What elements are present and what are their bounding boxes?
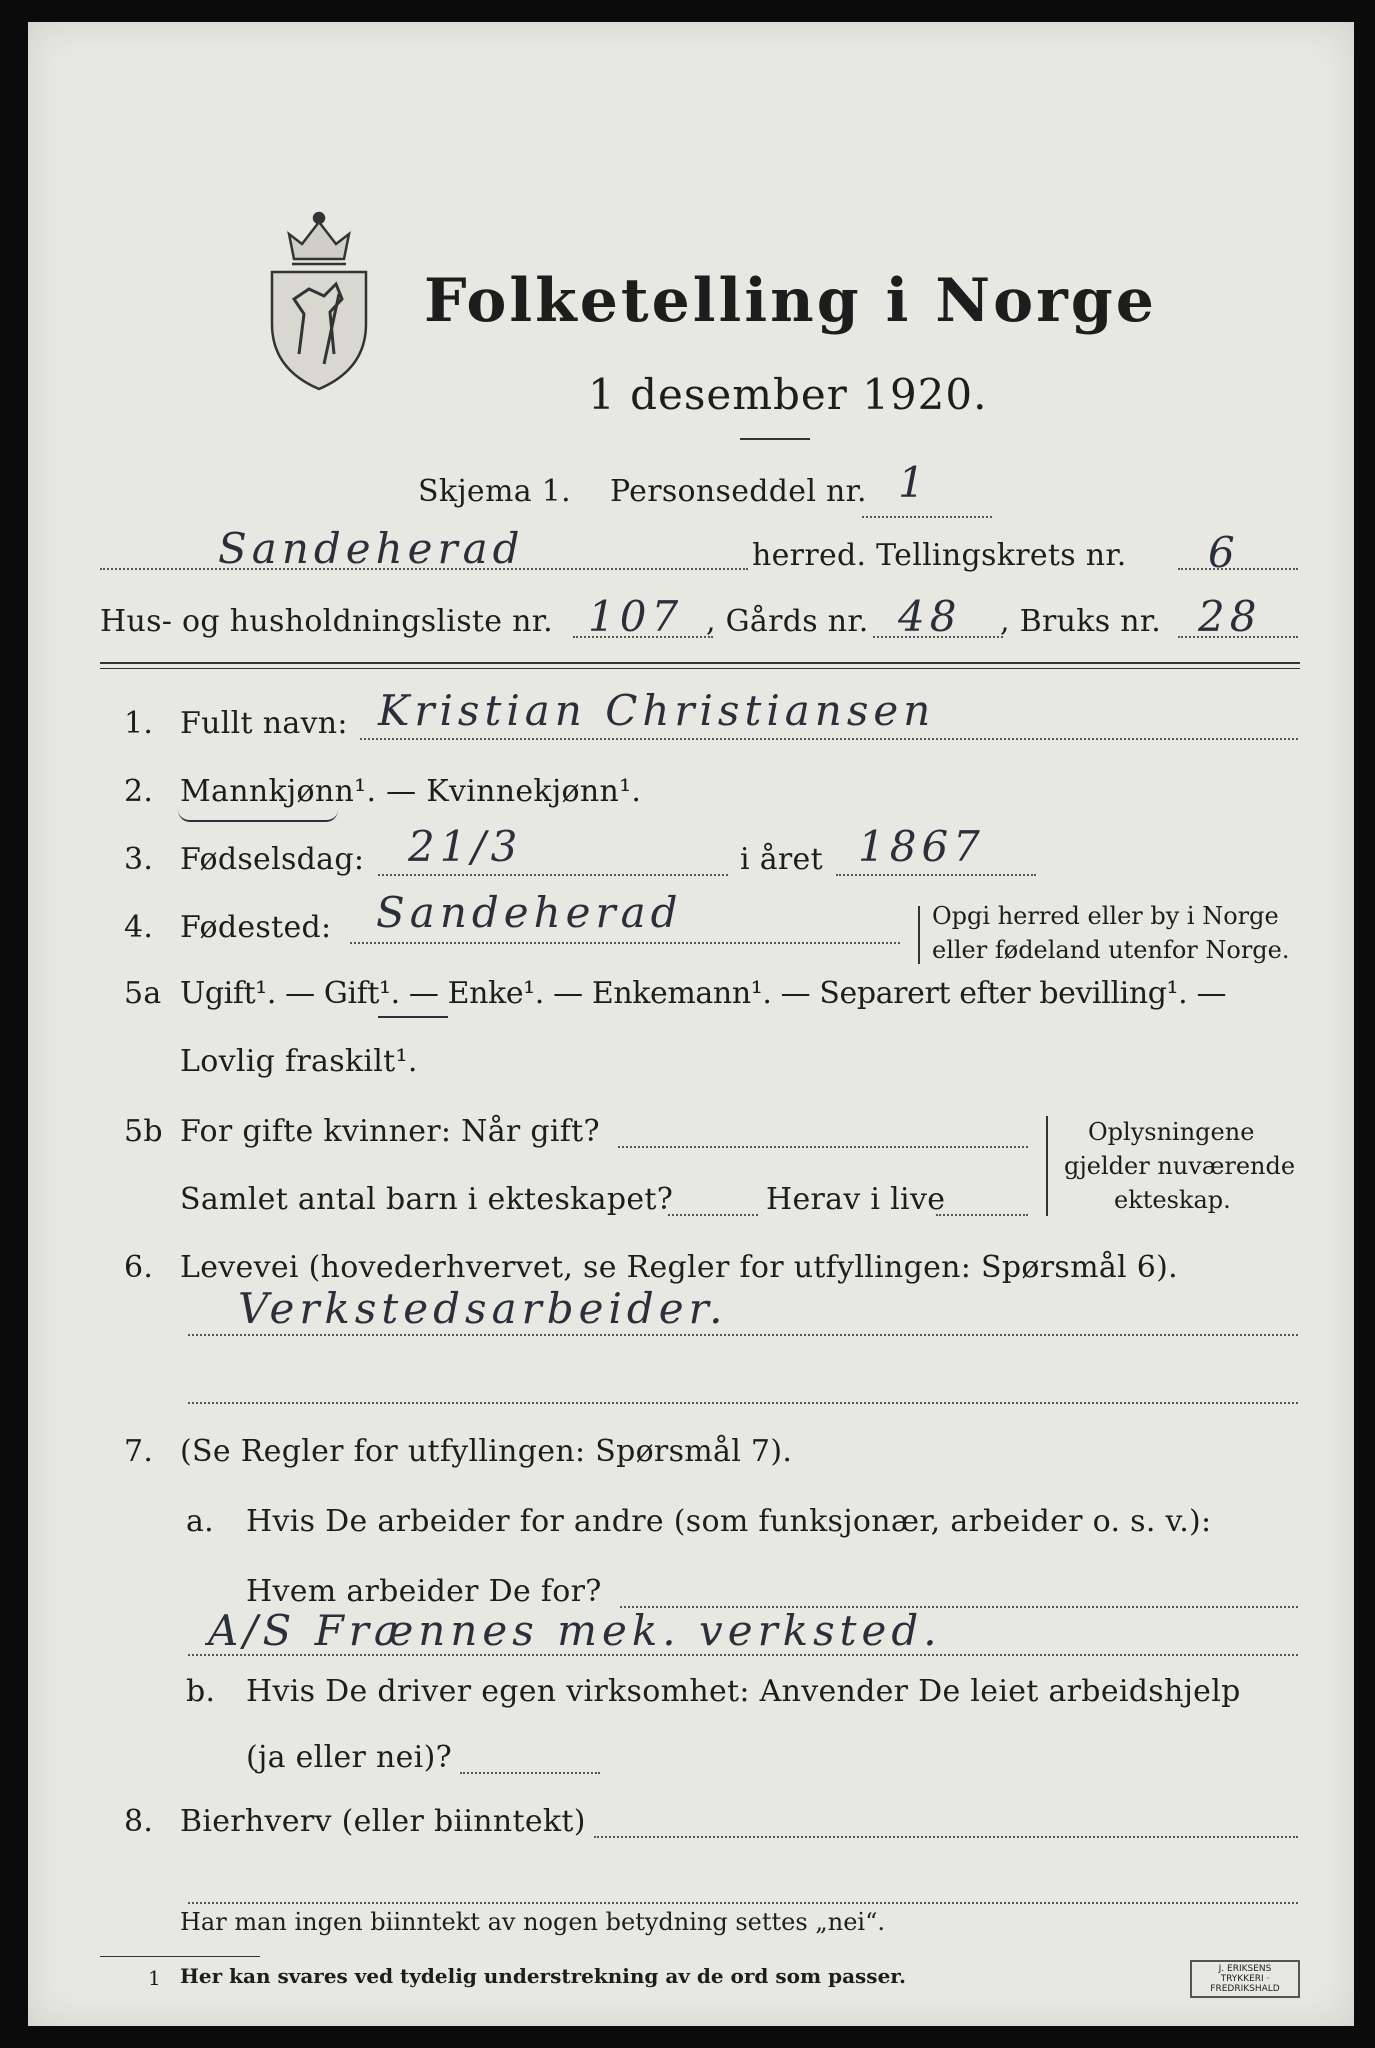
q3-label: Fødselsdag: (180, 842, 365, 877)
q7a-letter: a. (186, 1504, 215, 1539)
personseddel-label: Personseddel nr. (610, 474, 867, 509)
q5b-number: 5b (124, 1114, 163, 1149)
bruks-value[interactable]: 28 (1198, 592, 1262, 641)
husliste-value[interactable]: 107 (588, 592, 684, 641)
tellingskrets-value[interactable]: 6 (1208, 528, 1240, 577)
q4-number: 4. (124, 910, 154, 945)
q7-number: 7. (124, 1434, 154, 1469)
census-form (28, 22, 1354, 2026)
employer-value[interactable]: A/S Frænnes mek. verksted. (208, 1606, 942, 1655)
header-rule (100, 662, 1300, 664)
coat-of-arms-icon (264, 204, 374, 394)
q7a-line2: Hvem arbeider De for? (246, 1574, 602, 1609)
q7-text: (Se Regler for utfyllingen: Spørsmål 7). (180, 1434, 793, 1469)
q5b-line3: Herav i live (766, 1182, 946, 1217)
form-title: Folketelling i Norge (424, 266, 1157, 336)
q5a-line2: Lovlig fraskilt¹. (180, 1044, 418, 1079)
gards-value[interactable]: 48 (898, 592, 962, 641)
q2-number: 2. (124, 774, 154, 809)
q8-number: 8. (124, 1804, 154, 1839)
q2-gender-options: Mannkjønn¹. — Kvinnekjønn¹. (180, 774, 642, 809)
husliste-label: Hus- og husholdningsliste nr. (100, 604, 553, 639)
q4-note-line1: Opgi herred eller by i Norge (932, 902, 1279, 930)
full-name-value[interactable]: Kristian Christiansen (378, 686, 936, 735)
q5b-note-line3: ekteskap. (1114, 1186, 1231, 1214)
title-divider (740, 438, 810, 440)
q5b-note-line1: Oplysningene (1088, 1118, 1255, 1146)
q3-year-label: i året (740, 842, 823, 877)
q7a-text: Hvis De arbeider for andre (som funksjonær, arbeider o. s. v.): (246, 1504, 1212, 1539)
birth-year-value[interactable]: 1867 (858, 822, 985, 871)
footnote-text: Her kan svares ved tydelig understrekning av de ord som passer. (180, 1964, 906, 1988)
q5b-line2: Samlet antal barn i ekteskapet? (180, 1182, 674, 1217)
q7b-text: Hvis De driver egen virksomhet: Anvender De leiet arbeidshjelp (246, 1674, 1241, 1709)
herred-label: herred. Tellingskrets nr. (752, 538, 1127, 573)
q6-text: Levevei (hovederhvervet, se Regler for utfyllingen: Spørsmål 6). (180, 1250, 1178, 1285)
printer-stamp: J. ERIKSENS TRYKKERI · FREDRIKSHALD (1190, 1960, 1300, 1998)
q7b-letter: b. (186, 1674, 216, 1709)
q1-label: Fullt navn: (180, 706, 348, 741)
footnote-mark: 1 (148, 1966, 161, 1990)
q6-number: 6. (124, 1250, 154, 1285)
footer-note: Har man ingen biinntekt av nogen betydning settes „nei“. (180, 1908, 885, 1936)
q3-number: 3. (124, 842, 154, 877)
bruks-label: , Bruks nr. (1000, 604, 1162, 639)
gift-underline-mark (378, 1016, 448, 1018)
q5b-line1: For gifte kvinner: Når gift? (180, 1114, 600, 1149)
schema-label: Skjema 1. (418, 474, 571, 509)
q7b-line2: (ja eller nei)? (246, 1740, 452, 1775)
q5a-number: 5a (124, 976, 162, 1011)
gender-underline-mark (178, 810, 338, 822)
q4-note-line2: eller fødeland utenfor Norge. (932, 936, 1290, 964)
q5a-marital-options: Ugift¹. — Gift¹. — Enke¹. — Enkemann¹. — Separert efter bevilling¹. — (180, 976, 1227, 1011)
birthplace-value[interactable]: Sandeherad (376, 888, 683, 937)
herred-value[interactable]: Sandeherad (218, 524, 525, 573)
form-date: 1 desember 1920. (588, 370, 988, 419)
q4-label: Fødested: (180, 910, 332, 945)
personseddel-value[interactable]: 1 (898, 458, 930, 507)
birthdate-value[interactable]: 21/3 (408, 822, 523, 871)
q5b-note-line2: gjelder nuværende (1064, 1152, 1296, 1180)
q8-text: Bierhverv (eller biinntekt) (180, 1804, 586, 1839)
occupation-value[interactable]: Verkstedsarbeider. (238, 1284, 728, 1333)
gards-label: , Gårds nr. (706, 604, 869, 639)
q1-number: 1. (124, 706, 154, 741)
